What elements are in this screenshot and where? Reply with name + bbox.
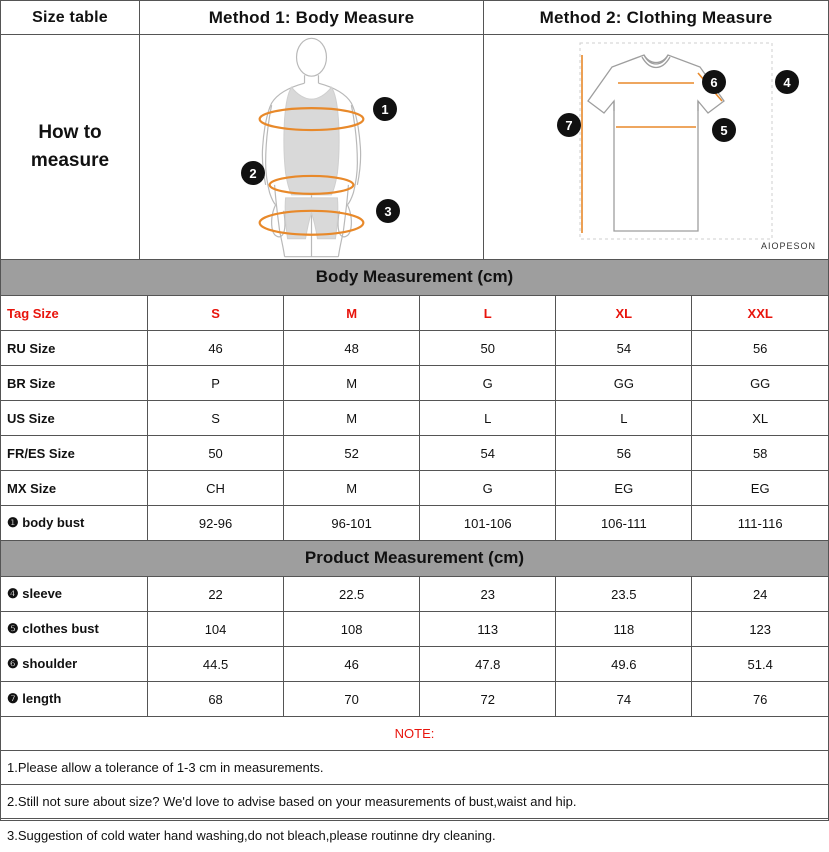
row-label-clothes-bust: ❺ clothes bust xyxy=(1,612,148,647)
cell: M xyxy=(284,366,420,401)
cell: 106-111 xyxy=(556,506,692,541)
product-measurement-title: Product Measurement (cm) xyxy=(1,541,828,577)
table-row xyxy=(1,577,828,612)
table-row xyxy=(1,506,828,541)
col-header-m: M xyxy=(284,296,420,331)
method2-cell xyxy=(484,1,828,259)
cell: 72 xyxy=(420,682,556,717)
tshirt-illustration xyxy=(484,35,828,259)
how-to-line1: How to xyxy=(38,121,102,143)
cell: 76 xyxy=(692,682,828,717)
cell: 52 xyxy=(284,436,420,471)
cell: 23 xyxy=(420,577,556,612)
body-measurement-title: Body Measurement (cm) xyxy=(1,260,828,296)
row-label-length: ❼ length xyxy=(1,682,148,717)
badge-4: 4 xyxy=(775,70,799,94)
method1-header: Method 1: Body Measure xyxy=(140,1,483,35)
cell: 74 xyxy=(556,682,692,717)
row-label-sleeve: ❹ sleeve xyxy=(1,577,148,612)
cell: M xyxy=(284,401,420,436)
table-row xyxy=(1,647,828,682)
badge-7: 7 xyxy=(557,113,581,137)
cell: 46 xyxy=(284,647,420,682)
table-row xyxy=(1,401,828,436)
cell: S xyxy=(148,401,284,436)
illustration-section xyxy=(1,1,828,260)
cell: EG xyxy=(556,471,692,506)
table-row xyxy=(1,682,828,717)
cell: 44.5 xyxy=(148,647,284,682)
cell: 22.5 xyxy=(284,577,420,612)
cell: 46 xyxy=(148,331,284,366)
how-to-measure-cell xyxy=(1,1,140,259)
row-label-body-bust: ❶ body bust xyxy=(1,506,148,541)
note-line-1: 1.Please allow a tolerance of 1-3 cm in measurements. xyxy=(1,751,828,785)
cell: 50 xyxy=(420,331,556,366)
cell: 56 xyxy=(692,331,828,366)
table-row xyxy=(1,471,828,506)
cell: L xyxy=(556,401,692,436)
badge-6: 6 xyxy=(702,70,726,94)
method1-cell xyxy=(140,1,484,259)
how-to-measure-label xyxy=(31,119,109,176)
row-label: FR/ES Size xyxy=(1,436,148,471)
badge-2: 2 xyxy=(241,161,265,185)
cell: P xyxy=(148,366,284,401)
cell: 68 xyxy=(148,682,284,717)
cell: 54 xyxy=(420,436,556,471)
cell: 118 xyxy=(556,612,692,647)
note-line-2: 2.Still not sure about size? We'd love to advise based on your measurements of bust,waist and hip. xyxy=(1,785,828,819)
badge-3: 3 xyxy=(376,199,400,223)
cell: 56 xyxy=(556,436,692,471)
row-label: BR Size xyxy=(1,366,148,401)
cell: M xyxy=(284,471,420,506)
cell: 50 xyxy=(148,436,284,471)
row-label: US Size xyxy=(1,401,148,436)
col-header-xl: XL xyxy=(556,296,692,331)
body-figure-illustration xyxy=(140,35,483,259)
cell: 54 xyxy=(556,331,692,366)
badge-1: 1 xyxy=(373,97,397,121)
cell: 92-96 xyxy=(148,506,284,541)
cell: L xyxy=(420,401,556,436)
cell: G xyxy=(420,366,556,401)
cell: EG xyxy=(692,471,828,506)
note-line-3: 3.Suggestion of cold water hand washing,do not bleach,please routinne dry cleaning. xyxy=(7,828,496,843)
cell: 96-101 xyxy=(284,506,420,541)
cell: 47.8 xyxy=(420,647,556,682)
col-header-xxl: XXL xyxy=(692,296,828,331)
size-table-header: Size table xyxy=(1,1,139,35)
cell: 123 xyxy=(692,612,828,647)
cell: 49.6 xyxy=(556,647,692,682)
cell: 111-116 xyxy=(692,506,828,541)
cell: 70 xyxy=(284,682,420,717)
cell: 51.4 xyxy=(692,647,828,682)
table-row-header xyxy=(1,296,828,331)
method2-header: Method 2: Clothing Measure xyxy=(484,1,828,35)
table-row xyxy=(1,366,828,401)
note-title: NOTE: xyxy=(1,717,828,751)
row-label: MX Size xyxy=(1,471,148,506)
cell: 22 xyxy=(148,577,284,612)
cell: G xyxy=(420,471,556,506)
product-measurement-table xyxy=(1,577,828,717)
row-label: RU Size xyxy=(1,331,148,366)
cell: CH xyxy=(148,471,284,506)
method2-body xyxy=(484,35,828,259)
cell: GG xyxy=(692,366,828,401)
cell: 58 xyxy=(692,436,828,471)
col-header-l: L xyxy=(420,296,556,331)
cell: 23.5 xyxy=(556,577,692,612)
badge-5: 5 xyxy=(712,118,736,142)
cell: GG xyxy=(556,366,692,401)
cell: 108 xyxy=(284,612,420,647)
cell: 113 xyxy=(420,612,556,647)
how-to-line2: measure xyxy=(30,150,110,171)
cell: 48 xyxy=(284,331,420,366)
cell: 104 xyxy=(148,612,284,647)
method1-body xyxy=(140,35,483,259)
table-row xyxy=(1,436,828,471)
cell: 24 xyxy=(692,577,828,612)
cell: XL xyxy=(692,401,828,436)
how-to-measure-body xyxy=(1,35,139,259)
col-header-tag-size: Tag Size xyxy=(1,296,148,331)
brand-watermark: AIOPESON xyxy=(760,241,816,251)
table-row xyxy=(1,331,828,366)
row-label-shoulder: ❻ shoulder xyxy=(1,647,148,682)
col-header-s: S xyxy=(148,296,284,331)
table-row xyxy=(1,612,828,647)
cell: 101-106 xyxy=(420,506,556,541)
body-measurement-table xyxy=(1,296,828,541)
